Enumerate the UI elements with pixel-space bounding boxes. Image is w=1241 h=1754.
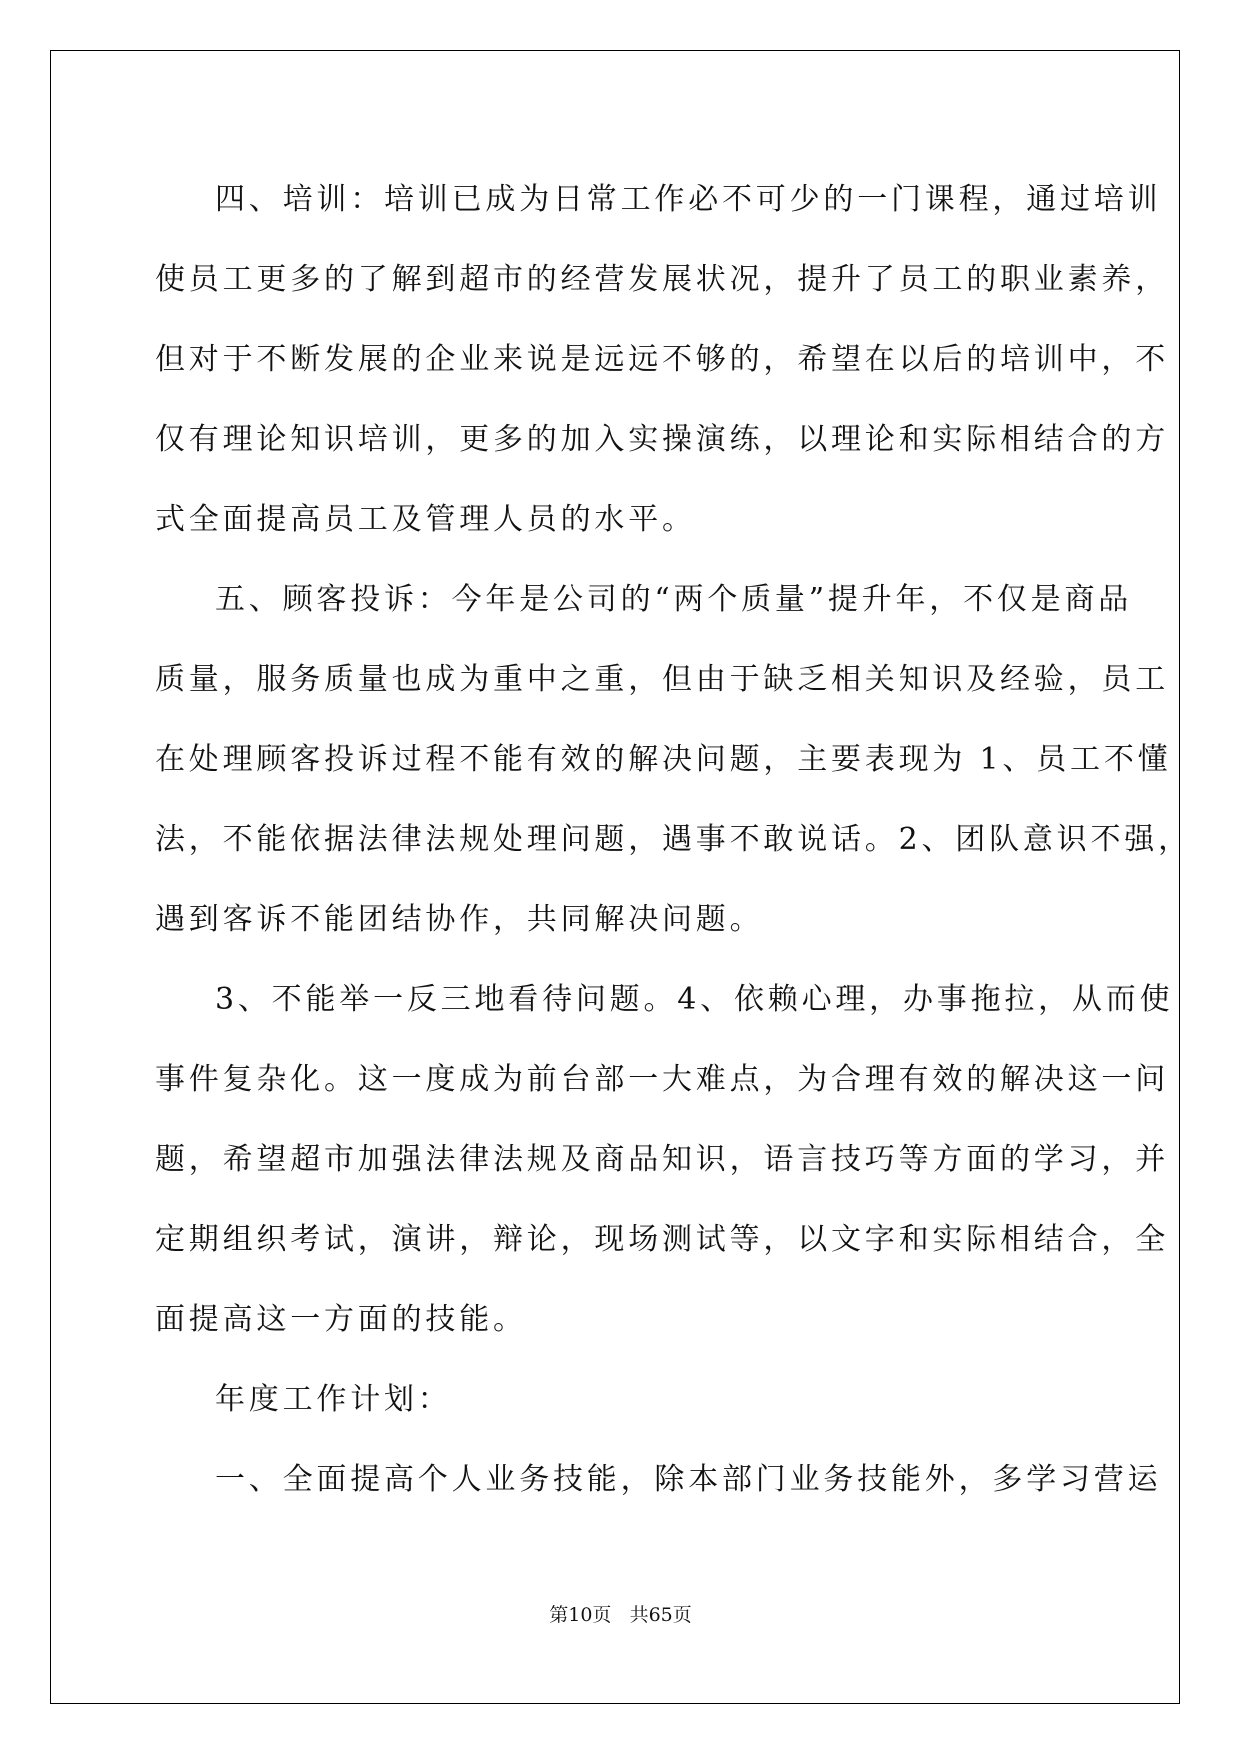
- paragraph-line: 质量，服务质量也成为重中之重，但由于缺乏相关知识及经验，员工: [155, 662, 1169, 697]
- paragraph-line: 在处理顾客投诉过程不能有效的解决问题，主要表现为 1、员工不懂: [155, 742, 1172, 777]
- section-heading: 年度工作计划：: [215, 1382, 452, 1417]
- page-number: 第10页: [549, 1604, 612, 1626]
- document-body: [155, 160, 1192, 1520]
- paragraph-line: 事件复杂化。这一度成为前台部一大难点，为合理有效的解决这一问: [155, 1062, 1169, 1097]
- page-total: 共65页: [629, 1604, 692, 1626]
- paragraph-line: 式全面提高员工及管理人员的水平。: [155, 502, 696, 537]
- paragraph-line: 定期组织考试，演讲，辩论，现场测试等，以文字和实际相结合，全: [155, 1222, 1169, 1257]
- paragraph-line: 仅有理论知识培训，更多的加入实操演练，以理论和实际相结合的方: [155, 422, 1169, 457]
- paragraph-line: 面提高这一方面的技能。: [155, 1302, 527, 1337]
- paragraph-line: 题，希望超市加强法律法规及商品知识，语言技巧等方面的学习，并: [155, 1142, 1169, 1177]
- paragraph-line: 3、不能举一反三地看待问题。4、依赖心理，办事拖拉，从而使: [215, 982, 1174, 1017]
- paragraph-line: 使员工更多的了解到超市的经营发展状况，提升了员工的职业素养，: [155, 262, 1169, 297]
- paragraph-line: 一、全面提高个人业务技能，除本部门业务技能外，多学习营运: [215, 1462, 1162, 1497]
- paragraph-line: 五、顾客投诉：今年是公司的“两个质量”提升年，不仅是商品: [215, 582, 1133, 617]
- paragraph-line: 四、培训：培训已成为日常工作必不可少的一门课程，通过培训: [215, 182, 1162, 217]
- paragraph-line: 但对于不断发展的企业来说是远远不够的，希望在以后的培训中，不: [155, 342, 1169, 377]
- paragraph-line: 法，不能依据法律法规处理问题，遇事不敢说话。2、团队意识不强，: [155, 822, 1192, 857]
- page-footer: [0, 1600, 1241, 1627]
- paragraph-line: 遇到客诉不能团结协作，共同解决问题。: [155, 902, 764, 937]
